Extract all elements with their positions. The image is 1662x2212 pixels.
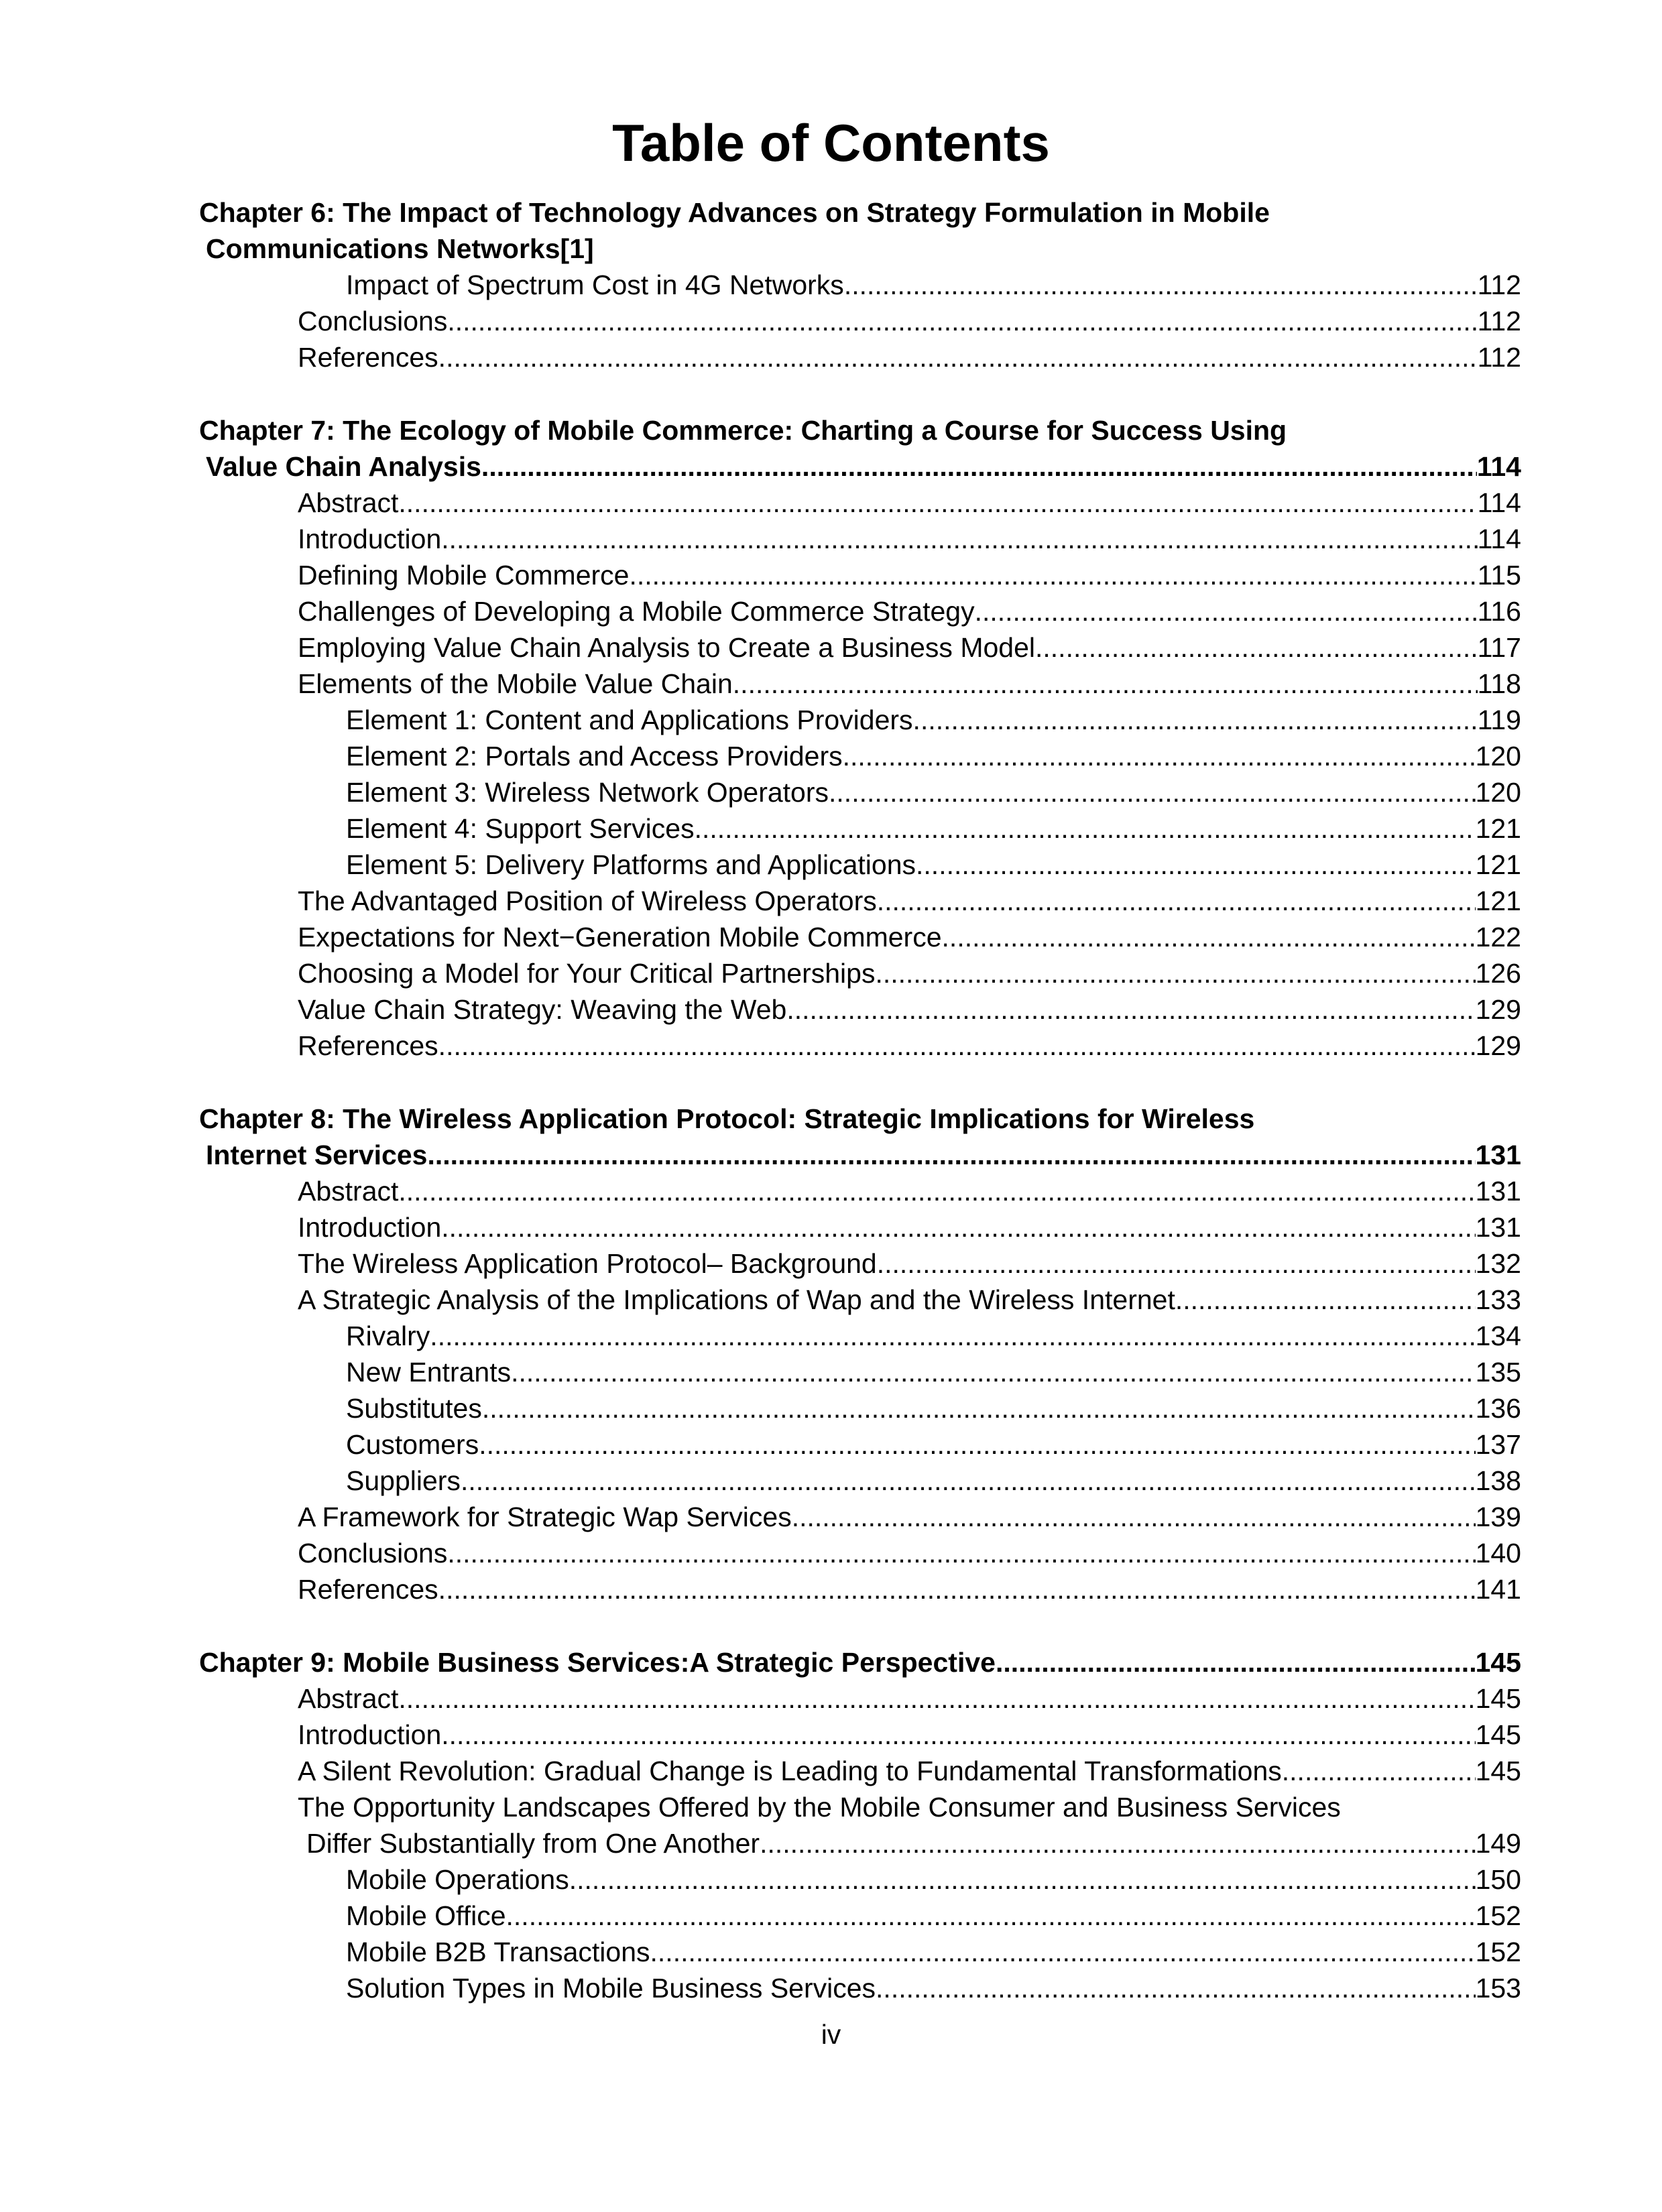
entry-page: 115 xyxy=(1477,560,1521,591)
dot-leader xyxy=(877,1245,1476,1282)
chapter-8-heading-cont[interactable] xyxy=(199,1137,1521,1173)
entry-title: Expectations for Next−Generation Mobile Commerce xyxy=(298,922,942,953)
dot-leader xyxy=(430,1318,1475,1354)
entry-page: 120 xyxy=(1475,777,1521,808)
entry-page: 136 xyxy=(1475,1393,1521,1424)
toc-entry[interactable] xyxy=(199,1571,1521,1607)
dot-leader xyxy=(479,1426,1475,1463)
toc-entry[interactable] xyxy=(199,1209,1521,1245)
entry-title: Mobile Office xyxy=(346,1900,506,1931)
toc-entry-multiline-cont[interactable] xyxy=(199,1825,1521,1861)
entry-page: 132 xyxy=(1475,1248,1521,1279)
toc-entry[interactable] xyxy=(199,1318,1521,1354)
entry-title: Introduction xyxy=(298,1212,442,1243)
dot-leader xyxy=(695,810,1476,847)
entry-title: Mobile Operations xyxy=(346,1864,569,1895)
entry-title: Abstract xyxy=(298,1683,399,1714)
toc-entry[interactable] xyxy=(199,1499,1521,1535)
dot-leader xyxy=(461,1463,1476,1499)
dot-leader xyxy=(843,738,1476,774)
entry-title: Introduction xyxy=(298,524,442,554)
toc-entry[interactable] xyxy=(199,810,1521,847)
chapter-page: 145 xyxy=(1475,1647,1521,1678)
chapter-title: Internet Services xyxy=(206,1140,428,1170)
chapter-title: Value Chain Analysis xyxy=(206,451,481,482)
entry-title: References xyxy=(298,1030,438,1061)
toc-entry[interactable] xyxy=(199,1535,1521,1571)
chapter-7-heading[interactable]: Chapter 7: The Ecology of Mobile Commerce: Charting a Course for Success Using xyxy=(199,415,1287,446)
dot-leader xyxy=(876,1970,1476,2006)
dot-leader xyxy=(733,666,1478,702)
entry-title: Element 5: Delivery Platforms and Applications xyxy=(346,849,916,880)
entry-page: 139 xyxy=(1475,1501,1521,1532)
toc-entry[interactable] xyxy=(199,991,1521,1028)
entry-title: Rivalry xyxy=(346,1320,430,1351)
entry-page: 114 xyxy=(1477,524,1521,554)
dot-leader xyxy=(511,1354,1475,1390)
toc-entry[interactable] xyxy=(199,1753,1521,1789)
toc-entry[interactable] xyxy=(199,521,1521,557)
entry-title-line2: Differ Substantially from One Another xyxy=(306,1828,760,1859)
dot-leader xyxy=(398,485,1477,521)
entry-title: Conclusions xyxy=(298,306,448,336)
entry-page: 118 xyxy=(1477,668,1521,699)
dot-leader xyxy=(441,1717,1475,1753)
toc-entry[interactable] xyxy=(199,774,1521,810)
toc-entry[interactable] xyxy=(199,1717,1521,1753)
entry-page: 129 xyxy=(1475,994,1521,1025)
entry-page: 126 xyxy=(1475,958,1521,989)
entry-page: 129 xyxy=(1475,1030,1521,1061)
toc-entry[interactable] xyxy=(199,339,1521,375)
chapter-title: Chapter 9: Mobile Business Services:A Strategic Perspective xyxy=(199,1647,996,1678)
entry-title: Impact of Spectrum Cost in 4G Networks xyxy=(346,269,844,300)
page-title: Table of Contents xyxy=(612,113,1050,172)
entry-title: Solution Types in Mobile Business Services xyxy=(346,1973,876,2004)
page-number: iv xyxy=(821,2019,841,2050)
toc-entry[interactable] xyxy=(199,883,1521,919)
toc-entry[interactable] xyxy=(199,1390,1521,1426)
dot-leader xyxy=(942,919,1476,955)
entry-title: New Entrants xyxy=(346,1357,512,1388)
chapter-8-heading[interactable]: Chapter 8: The Wireless Application Protocol: Strategic Implications for Wireless xyxy=(199,1103,1255,1134)
entry-title: Element 1: Content and Applications Providers xyxy=(346,704,913,735)
dot-leader xyxy=(569,1861,1476,1898)
dot-leader xyxy=(844,267,1478,303)
dot-leader xyxy=(441,1209,1475,1245)
dot-leader xyxy=(481,448,1477,485)
dot-leader xyxy=(975,593,1478,629)
chapter-7-heading-cont[interactable] xyxy=(199,448,1521,485)
entry-page: 121 xyxy=(1475,813,1521,844)
dot-leader xyxy=(1035,629,1478,666)
entry-title: References xyxy=(298,342,438,373)
entry-page: 131 xyxy=(1475,1212,1521,1243)
entry-title-line1: The Opportunity Landscapes Offered by the Mobile Consumer and Business Services xyxy=(298,1792,1341,1823)
entry-title: Elements of the Mobile Value Chain xyxy=(298,668,733,699)
entry-title: The Wireless Application Protocol– Background xyxy=(298,1248,877,1279)
entry-page: 152 xyxy=(1475,1937,1521,1967)
entry-page: 131 xyxy=(1475,1176,1521,1207)
entry-page: 137 xyxy=(1475,1429,1521,1460)
toc-entry[interactable] xyxy=(199,1173,1521,1209)
chapter-6-heading-cont[interactable]: Communications Networks[1] xyxy=(206,233,594,264)
dot-leader xyxy=(482,1390,1476,1426)
dot-leader xyxy=(877,883,1476,919)
dot-leader xyxy=(447,303,1477,339)
entry-title: Abstract xyxy=(298,1176,399,1207)
toc-entry[interactable] xyxy=(199,738,1521,774)
entry-page: 119 xyxy=(1477,704,1521,735)
dot-leader xyxy=(1282,1753,1476,1789)
dot-leader xyxy=(441,521,1477,557)
dot-leader xyxy=(398,1680,1475,1717)
entry-title: Element 2: Portals and Access Providers xyxy=(346,741,843,772)
dot-leader xyxy=(760,1825,1475,1861)
dot-leader xyxy=(427,1137,1475,1173)
entry-page: 152 xyxy=(1475,1900,1521,1931)
entry-page: 120 xyxy=(1475,741,1521,772)
entry-title: Challenges of Developing a Mobile Commerce Strategy xyxy=(298,596,975,627)
dot-leader xyxy=(792,1499,1476,1535)
dot-leader xyxy=(913,702,1478,738)
toc-entry[interactable] xyxy=(199,557,1521,593)
entry-title: References xyxy=(298,1574,438,1605)
chapter-page: 131 xyxy=(1475,1140,1521,1170)
toc-entry[interactable] xyxy=(199,666,1521,702)
entry-page: 122 xyxy=(1475,922,1521,953)
entry-page: 117 xyxy=(1477,632,1521,663)
dot-leader xyxy=(996,1644,1476,1680)
entry-title: Conclusions xyxy=(298,1538,448,1569)
entry-title: Mobile B2B Transactions xyxy=(346,1937,650,1967)
entry-title: Element 4: Support Services xyxy=(346,813,695,844)
toc-entry[interactable] xyxy=(199,1245,1521,1282)
dot-leader xyxy=(438,339,1478,375)
entry-page: 133 xyxy=(1475,1284,1521,1315)
toc-entry[interactable] xyxy=(199,303,1521,339)
toc-entry[interactable] xyxy=(199,1970,1521,2006)
toc-entry[interactable] xyxy=(199,955,1521,991)
entry-page: 112 xyxy=(1477,342,1521,373)
toc-entry[interactable] xyxy=(199,1934,1521,1970)
toc-entry[interactable] xyxy=(199,593,1521,629)
toc-entry[interactable] xyxy=(199,1898,1521,1934)
toc-entry[interactable] xyxy=(199,1282,1521,1318)
dot-leader xyxy=(916,847,1476,883)
chapter-6-heading[interactable]: Chapter 6: The Impact of Technology Advances on Strategy Formulation in Mobile xyxy=(199,197,1270,228)
toc-entry[interactable] xyxy=(199,629,1521,666)
dot-leader xyxy=(438,1028,1476,1064)
entry-page: 112 xyxy=(1477,306,1521,336)
entry-page: 141 xyxy=(1475,1574,1521,1605)
entry-title: Employing Value Chain Analysis to Create a Business Model xyxy=(298,632,1035,663)
dot-leader xyxy=(650,1934,1476,1970)
dot-leader xyxy=(506,1898,1476,1934)
entry-title: The Advantaged Position of Wireless Operators xyxy=(298,885,877,916)
entry-title: Introduction xyxy=(298,1719,442,1750)
toc-entry[interactable] xyxy=(199,1861,1521,1898)
toc-entry[interactable] xyxy=(199,1028,1521,1064)
entry-title: Substitutes xyxy=(346,1393,482,1424)
toc-list xyxy=(199,194,1521,2043)
entry-page: 134 xyxy=(1475,1320,1521,1351)
chapter-9 xyxy=(199,1644,1521,2006)
chapter-7 xyxy=(199,412,1521,1064)
entry-page: 138 xyxy=(1475,1465,1521,1496)
entry-title: Defining Mobile Commerce xyxy=(298,560,630,591)
toc-entry[interactable] xyxy=(199,485,1521,521)
dot-leader xyxy=(875,955,1475,991)
toc-entry[interactable] xyxy=(199,1354,1521,1390)
toc-entry[interactable] xyxy=(199,1426,1521,1463)
entry-page: 121 xyxy=(1475,849,1521,880)
toc-entry[interactable] xyxy=(199,1680,1521,1717)
entry-title: Abstract xyxy=(298,487,399,518)
entry-page: 153 xyxy=(1475,1973,1521,2004)
entry-page: 140 xyxy=(1475,1538,1521,1569)
entry-title: A Strategic Analysis of the Implications of Wap and the Wireless Internet xyxy=(298,1284,1175,1315)
entry-title: Element 3: Wireless Network Operators xyxy=(346,777,829,808)
entry-page: 145 xyxy=(1475,1683,1521,1714)
entry-title: Choosing a Model for Your Critical Partnerships xyxy=(298,958,876,989)
entry-page: 150 xyxy=(1475,1864,1521,1895)
dot-leader xyxy=(438,1571,1476,1607)
entry-page: 112 xyxy=(1477,269,1521,300)
entry-page: 114 xyxy=(1477,487,1521,518)
entry-page: 145 xyxy=(1475,1756,1521,1786)
dot-leader xyxy=(786,991,1475,1028)
dot-leader xyxy=(398,1173,1475,1209)
chapter-8 xyxy=(199,1101,1521,1607)
toc-entry[interactable] xyxy=(199,847,1521,883)
entry-title: Customers xyxy=(346,1429,479,1460)
dot-leader xyxy=(629,557,1477,593)
chapter-9-heading[interactable] xyxy=(199,1644,1521,1680)
entry-title: Suppliers xyxy=(346,1465,461,1496)
entry-title: Value Chain Strategy: Weaving the Web xyxy=(298,994,787,1025)
toc-entry-multiline[interactable] xyxy=(199,1789,1521,1825)
entry-title: A Silent Revolution: Gradual Change is Leading to Fundamental Transformations xyxy=(298,1756,1282,1786)
entry-page: 145 xyxy=(1475,1719,1521,1750)
entry-page: 121 xyxy=(1475,885,1521,916)
entry-title: A Framework for Strategic Wap Services xyxy=(298,1501,792,1532)
dot-leader xyxy=(447,1535,1475,1571)
entry-page: 116 xyxy=(1477,596,1521,627)
dot-leader xyxy=(1175,1282,1476,1318)
dot-leader xyxy=(829,774,1476,810)
entry-page: 149 xyxy=(1475,1828,1521,1859)
toc-entry[interactable] xyxy=(199,702,1521,738)
toc-entry[interactable] xyxy=(199,919,1521,955)
toc-entry[interactable] xyxy=(199,267,1521,303)
chapter-page: 114 xyxy=(1476,451,1521,482)
toc-entry[interactable] xyxy=(199,1463,1521,1499)
entry-page: 135 xyxy=(1475,1357,1521,1388)
chapter-6 xyxy=(199,194,1521,375)
